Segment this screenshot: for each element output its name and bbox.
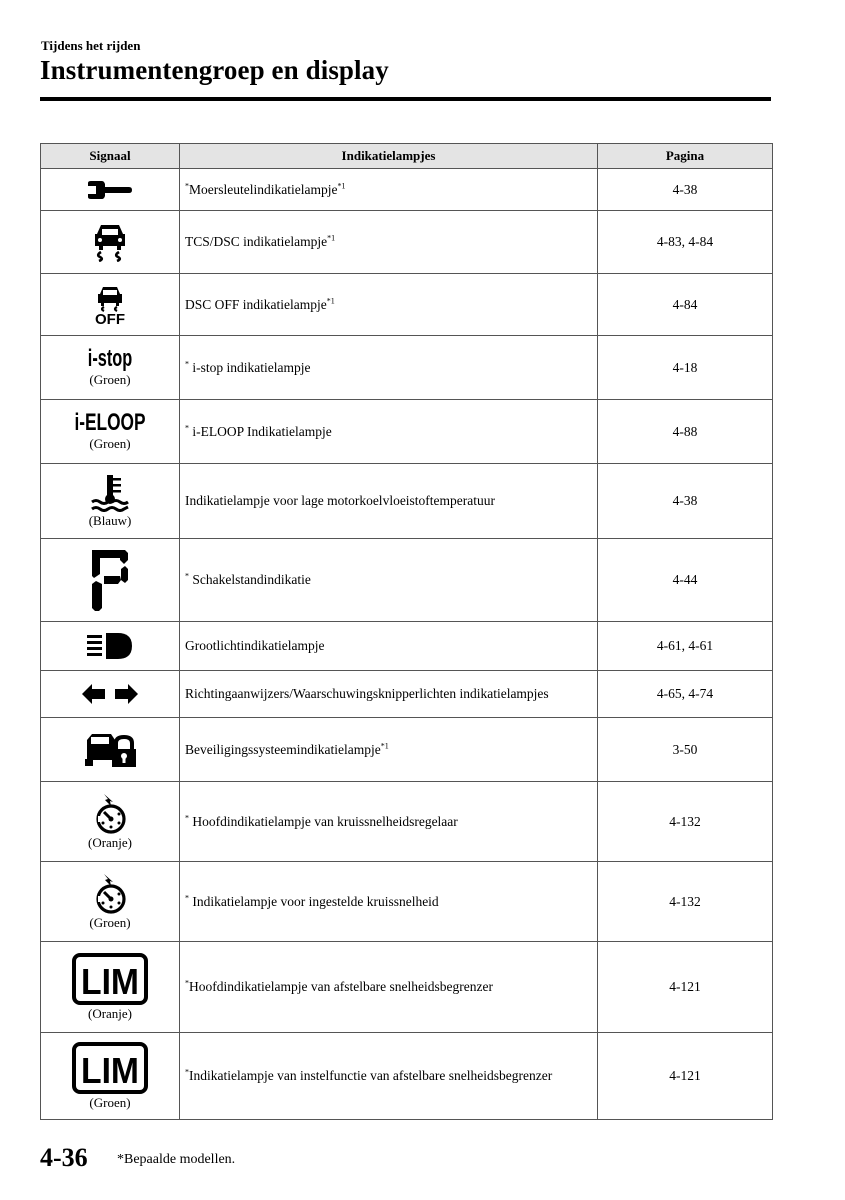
page-ref: 4-84 xyxy=(598,274,773,336)
color-label: (Oranje) xyxy=(87,1005,133,1021)
signal-cell xyxy=(41,274,180,336)
page-ref: 4-121 xyxy=(598,1033,773,1120)
indicator-text: Hoofdindikatielampje van kruissnelheidsregelaar xyxy=(189,813,458,829)
svg-text:LIM: LIM xyxy=(81,1049,139,1091)
page-ref: 4-44 xyxy=(598,539,773,622)
page-title: Instrumentengroep en display xyxy=(40,55,389,85)
wrench-icon xyxy=(41,181,179,199)
tcs-dsc-icon xyxy=(41,222,179,262)
color-label: (Groen) xyxy=(89,1094,131,1110)
color-label: (Groen) xyxy=(89,436,131,451)
signal-cell xyxy=(41,671,180,718)
indicator-text: Schakelstandindikatie xyxy=(189,572,311,587)
signal-cell xyxy=(41,400,180,464)
page-ref: 3-50 xyxy=(598,718,773,782)
signal-cell xyxy=(41,464,180,539)
signal-cell xyxy=(41,1033,180,1120)
page-ref: 4-88 xyxy=(598,400,773,464)
indicator-cell: TCS/DSC indikatielampje$^{*1}$ xyxy=(180,211,598,274)
indicator-text: Indikatielampje voor lage motorkoelvloeistoftemperatuur xyxy=(185,493,496,508)
page-ref: 4-83, 4-84 xyxy=(598,211,773,274)
table-row xyxy=(41,539,773,622)
signal-cell xyxy=(41,169,180,211)
turn-signal-icon xyxy=(41,683,179,705)
security-system-icon xyxy=(41,732,179,768)
indicator-cell: Beveiligingssysteemindikatielampje$^{*1}$ xyxy=(180,718,598,782)
indicator-cell: * i-ELOOP Indikatielampje xyxy=(180,400,598,464)
i-eloop-icon: i-ELOOP xyxy=(74,409,146,436)
indicator-cell: *Moersleutelindikatielampje$^{*1}$ xyxy=(180,169,598,211)
color-label: (Groen) xyxy=(89,915,131,930)
indicator-text: Moersleutelindikatielampje xyxy=(189,181,338,197)
page-ref: 4-61, 4-61 xyxy=(598,622,773,671)
dsc-off-icon xyxy=(41,285,179,325)
signal-cell xyxy=(41,622,180,671)
indicator-text: Indikatielampje voor ingestelde kruissnelheid xyxy=(189,893,439,909)
indicator-cell: DSC OFF indikatielampje$^{*1}$ xyxy=(180,274,598,336)
lim-icon xyxy=(41,1042,179,1094)
table-row xyxy=(41,622,773,671)
table-row xyxy=(41,169,773,211)
page-ref: 4-38 xyxy=(598,169,773,211)
color-label: (Groen) xyxy=(89,372,131,387)
page-ref: 4-121 xyxy=(598,942,773,1033)
page-ref: 4-38 xyxy=(598,464,773,539)
signal-cell xyxy=(41,211,180,274)
indicator-text: Grootlichtindikatielampje xyxy=(185,638,325,653)
indicator-cell: *Indikatielampje van instelfunctie van afstelbare snelheidsbegrenzer xyxy=(180,1033,598,1120)
title-divider xyxy=(40,97,771,101)
signal-cell xyxy=(41,862,180,942)
table-header-row xyxy=(41,144,773,169)
coolant-temperature-icon xyxy=(41,474,179,512)
indicator-text: i-ELOOP Indikatielampje xyxy=(189,423,332,439)
indicator-text: Indikatielampje van instelfunctie van afstelbare snelheidsbegrenzer xyxy=(189,1068,553,1083)
signal-cell xyxy=(41,718,180,782)
table-row xyxy=(41,274,773,336)
column-header-signal: Signaal xyxy=(41,144,180,169)
table-row xyxy=(41,942,773,1033)
cruise-control-icon xyxy=(41,872,179,914)
footnote: *Bepaalde modellen. xyxy=(117,1152,236,1167)
indicator-cell: * i-stop indikatielampje xyxy=(180,336,598,400)
column-header-indicators: Indikatielampjes xyxy=(180,144,598,169)
table-row xyxy=(41,400,773,464)
svg-text:OFF: OFF xyxy=(95,310,125,325)
lim-icon xyxy=(41,953,179,1005)
i-stop-icon: i-stop xyxy=(87,345,133,372)
indicator-text: Richtingaanwijzers/Waarschuwingsknipperlichten indikatielampjes xyxy=(185,686,549,701)
page-ref: 4-18 xyxy=(598,336,773,400)
table-row xyxy=(41,718,773,782)
high-beam-icon xyxy=(41,632,179,660)
color-label: (Blauw) xyxy=(88,512,132,528)
signal-cell xyxy=(41,539,180,622)
indicator-text: TCS/DSC indikatielampje xyxy=(185,234,328,249)
indicator-cell xyxy=(180,622,598,671)
table-row xyxy=(41,464,773,539)
indicator-cell: * Hoofdindikatielampje van kruissnelheidsregelaar xyxy=(180,782,598,862)
indicator-table xyxy=(40,143,773,1120)
color-label: (Oranje) xyxy=(87,835,133,850)
table-row xyxy=(41,1033,773,1120)
table-row xyxy=(41,211,773,274)
table-row xyxy=(41,336,773,400)
page-ref: 4-65, 4-74 xyxy=(598,671,773,718)
indicator-cell xyxy=(180,464,598,539)
table-row xyxy=(41,671,773,718)
page-number: 4-36 xyxy=(40,1143,88,1172)
table-row xyxy=(41,862,773,942)
section-label: Tijdens het rijden xyxy=(41,38,141,53)
table-row xyxy=(41,782,773,862)
indicator-cell: * Schakelstandindikatie xyxy=(180,539,598,622)
page-ref: 4-132 xyxy=(598,862,773,942)
svg-text:LIM: LIM xyxy=(81,960,139,1002)
column-header-page: Pagina xyxy=(598,144,773,169)
indicator-cell: *Hoofdindikatielampje van afstelbare snelheidsbegrenzer xyxy=(180,942,598,1033)
signal-cell xyxy=(41,336,180,400)
indicator-text: Hoofdindikatielampje van afstelbare snelheidsbegrenzer xyxy=(189,979,494,994)
signal-cell xyxy=(41,782,180,862)
page-ref: 4-132 xyxy=(598,782,773,862)
indicator-text: Beveiligingssysteemindikatielampje xyxy=(185,741,381,757)
indicator-text: i-stop indikatielampje xyxy=(189,359,311,375)
indicator-cell xyxy=(180,671,598,718)
signal-cell xyxy=(41,942,180,1033)
indicator-text: DSC OFF indikatielampje xyxy=(185,296,327,312)
shift-position-p-icon xyxy=(41,548,179,612)
cruise-control-icon xyxy=(41,792,179,834)
indicator-cell: * Indikatielampje voor ingestelde kruissnelheid xyxy=(180,862,598,942)
